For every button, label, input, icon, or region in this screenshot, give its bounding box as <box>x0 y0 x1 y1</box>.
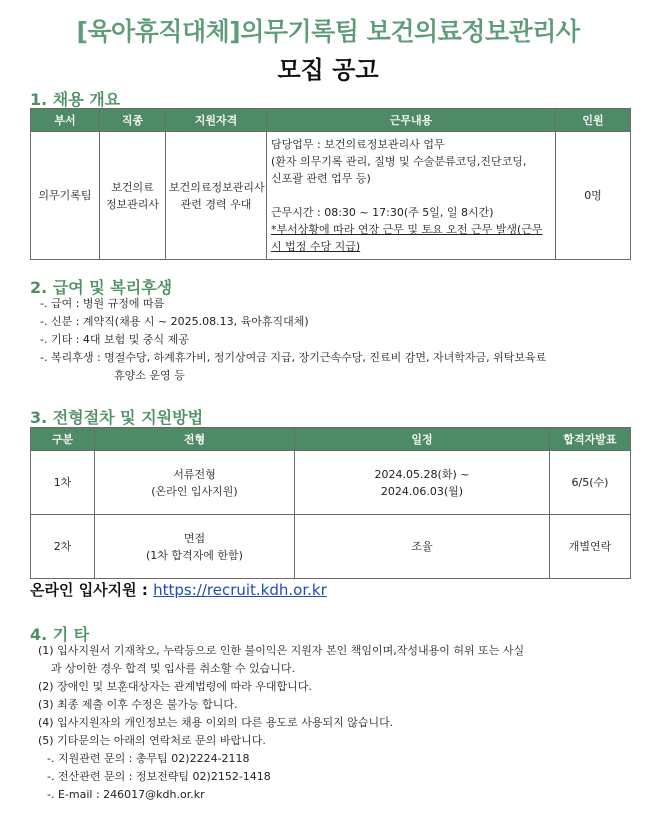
col-result: 합격자발표 <box>550 428 631 451</box>
section-1-title: 1. 채용 개요 <box>30 90 121 109</box>
section-4-title: 4. 기 타 <box>30 625 90 644</box>
list-item: (1) 입사지원서 기재착오, 누락등으로 인한 불이익은 지원자 본인 책임이며,작성내용이 허위 또는 사실 <box>38 644 525 657</box>
col-stage: 구분 <box>31 428 95 451</box>
col-headcount: 인원 <box>556 109 631 132</box>
list-item: -. 신분 : 계약직(채용 시 ~ 2025.08.13, 육아휴직대체) <box>40 315 309 328</box>
headcount-cell: 0명 <box>556 132 631 260</box>
list-item: 과 상이한 경우 합격 및 입사를 취소할 수 있습니다. <box>51 662 295 675</box>
list-item: (4) 입사지원자의 개인정보는 채용 이외의 다른 용도로 사용되지 않습니다. <box>38 716 394 729</box>
list-item: -. 급여 : 병원 규정에 따름 <box>40 297 165 310</box>
col-schedule: 일정 <box>295 428 550 451</box>
col-job: 직종 <box>100 109 166 132</box>
online-label: 온라인 입사지원 : <box>30 581 154 599</box>
recruitment-overview-table <box>30 108 631 260</box>
table-row: 2차 면접 (1차 합격자에 한함) 조율 개별연락 <box>31 515 631 579</box>
list-item: (2) 장애인 및 보훈대상자는 관계법령에 따라 우대합니다. <box>38 680 312 693</box>
list-item: (5) 기타문의는 아래의 연락처로 문의 바랍니다. <box>38 734 266 747</box>
selection-process-table <box>30 427 631 579</box>
list-item: -. 지원관련 문의 : 총무팀 02)2224-2118 <box>47 752 250 765</box>
notes-list <box>38 642 524 804</box>
page-subtitle: 모집 공고 <box>277 56 379 84</box>
col-dept: 부서 <box>31 109 100 132</box>
col-qualification: 지원자격 <box>166 109 267 132</box>
list-item: -. 전산관련 문의 : 정보전략팀 02)2152-1418 <box>47 770 271 783</box>
col-type: 전형 <box>95 428 295 451</box>
col-duties: 근무내용 <box>267 109 556 132</box>
benefits-list <box>40 295 546 385</box>
list-item: -. 기타 : 4대 보험 및 중식 제공 <box>40 333 189 346</box>
duties-note: *부서상황에 따라 연장 근무 및 토요 오전 근무 발생(근무 <box>271 223 543 236</box>
dept-cell: 의무기록팀 <box>31 132 100 260</box>
duties-cell: 담당업무 : 보건의료정보관리사 업무 (환자 의무기록 관리, 질병 및 수술분류코딩,진단코딩, 신포괄 관련 업무 등) 근무시간 : 08:30 ~ 17:30(주 5일, 일 8시간) *부서상황에 따라 연장 근무 및 토요 오전 근무 발생(근무 시 법정 수당 지급) <box>267 132 556 260</box>
online-application <box>30 579 327 600</box>
list-item: (3) 최종 제출 이후 수정은 불가능 합니다. <box>38 698 238 711</box>
list-item: -. E-mail : 246017@kdh.or.kr <box>47 788 205 801</box>
list-item: -. 복리후생 : 명절수당, 하계휴가비, 정기상여금 지급, 장기근속수당, 진료비 감면, 자녀학자금, 위탁보육료 <box>40 351 547 364</box>
job-cell: 보건의료 정보관리사 <box>100 132 166 260</box>
page-title: [육아휴직대체]의무기록팀 보건의료정보관리사 <box>76 17 580 46</box>
qualification-cell: 보건의료정보관리사 관련 경력 우대 <box>166 132 267 260</box>
section-2-title: 2. 급여 및 복리후생 <box>30 278 173 297</box>
recruit-link[interactable]: https://recruit.kdh.or.kr <box>153 581 327 599</box>
section-3-title: 3. 전형절차 및 지원방법 <box>30 408 204 427</box>
table-row: 1차 서류전형 (온라인 입사지원) 2024.05.28(화) ~ 2024.06.03(월) 6/5(수) <box>31 451 631 515</box>
list-item: 휴양소 운영 등 <box>114 369 185 382</box>
